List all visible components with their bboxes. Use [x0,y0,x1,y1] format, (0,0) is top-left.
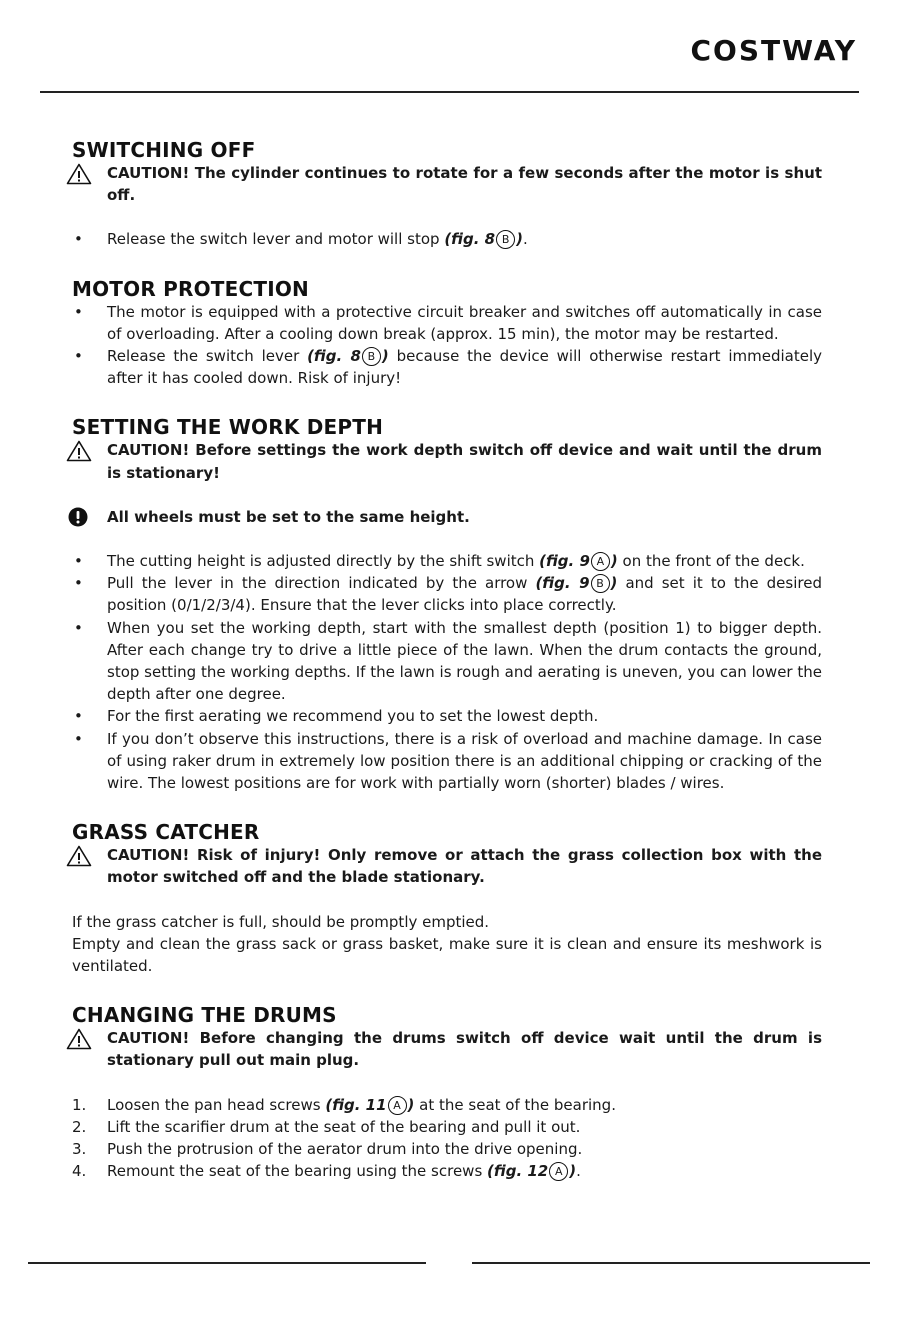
warning-triangle-icon [66,163,92,185]
bullet-icon: • [74,552,83,571]
section-title-motor-protection: MOTOR PROTECTION [72,276,309,301]
bullet-text: Release the switch lever and motor will stop [107,230,445,249]
caution-grass-catcher [72,844,822,888]
bullet-item [72,301,822,345]
bullet-icon: • [74,302,83,321]
note-work-depth [72,506,822,528]
footer-divider-left [28,1262,426,1264]
circled-letter-icon: B [496,230,515,249]
exclamation-icon [68,507,88,527]
step-number: 1. [72,1095,87,1114]
warning-triangle-icon [66,845,92,867]
footer-divider-right [472,1262,870,1264]
circled-letter-icon: A [388,1096,407,1115]
figure-reference: (fig. 9 B ) [535,574,618,593]
numbered-step [72,1138,822,1160]
bullet-text: Pull the lever in the direction indicated by the arrow [107,574,536,593]
warning-triangle-icon [66,1028,92,1050]
paragraph: Empty and clean the grass sack or grass basket, make sure it is clean and ensure its meshwork is ventilated. [72,934,822,976]
caution-work-depth [72,439,822,483]
paragraph: If the grass catcher is full, should be promptly emptied. [72,912,490,931]
bullet-icon: • [74,618,83,637]
bullet-item: • The cutting height is adjusted directly by the shift switch (fig. 9 A ) on the front of the deck. [72,550,822,572]
circled-letter-icon: B [362,347,381,366]
bullet-text: When you set the working depth, start with the smallest depth (position 1) to bigger depth. After each change try to drive a little piece of the lawn. When the drum contacts the ground, stop setting the working depths. If the lawn is rough and aerating is uneven, you can lower the depth after one degree. [107,618,822,704]
bullet-icon: • [74,729,83,748]
bullet-item [72,705,822,727]
numbered-step [72,1116,822,1138]
bullet-icon: • [74,574,83,593]
page-content [72,138,822,1183]
figure-reference: (fig. 9 A ) [539,552,618,571]
brand-logo: COSTWAY [690,34,857,67]
section-title-switching-off: SWITCHING OFF [72,138,256,162]
bullet-item [72,617,822,706]
section-title-work-depth: SETTING THE WORK DEPTH [72,415,384,440]
figure-reference: (fig. 11 A ) [325,1095,415,1114]
step-text: Push the protrusion of the aerator drum into the drive opening. [107,1140,583,1159]
bullet-item: • Release the switch lever and motor will stop (fig. 8 B ). [72,228,822,250]
numbered-step: 1. Loosen the pan head screws (fig. 11 A ) at the seat of the bearing. [72,1094,822,1116]
bullet-icon: • [74,707,83,726]
circled-letter-icon: A [549,1162,568,1181]
figure-reference: (fig. 8 B ) [444,230,523,249]
section-title-changing-drums: CHANGING THE DRUMS [72,1003,337,1028]
circled-letter-icon: A [591,552,610,571]
caution-text: CAUTION! Before settings the work depth switch off device and wait until the drum is stationary! [107,441,822,482]
bullet-item [72,728,822,795]
bullet-text: For the first aerating we recommend you to set the lowest depth. [107,707,599,726]
step-text: Remount the seat of the bearing using the screws [107,1162,488,1181]
section-title-grass-catcher: GRASS CATCHER [72,820,260,845]
step-text: Lift the scarifier drum at the seat of the bearing and pull it out. [107,1117,581,1136]
caution-switching-off [72,162,822,206]
header-divider [40,91,859,93]
caution-text: CAUTION! Before changing the drums switch off device wait until the drum is stationary pull out main plug. [107,1029,822,1070]
bullet-item: • Release the switch lever (fig. 8 B ) because the device will otherwise restart immediately after it has cooled down. Risk of injury! [74,347,822,388]
bullet-icon: • [74,347,83,366]
step-text: Loosen the pan head screws [107,1095,326,1114]
bullet-icon: • [74,230,83,249]
bullet-text: The motor is equipped with a protective circuit breaker and switches off automatically in case of overloading. After a cooling down break (approx. 15 min), the motor may be restarted. [107,302,822,343]
caution-text: CAUTION! Risk of injury! Only remove or attach the grass collection box with the motor switched off and the blade stationary. [107,846,822,887]
figure-reference: (fig. 12 A ) [487,1162,577,1181]
circled-letter-icon: B [591,574,610,593]
step-number: 2. [72,1117,87,1136]
figure-reference: (fig. 8 B ) [307,347,389,366]
bullet-text: If you don’t observe this instructions, there is a risk of overload and machine damage. In case of using raker drum in extremely low position there is an additional chipping or cracking of the wire. The lowest positions are for work with partially worn (shorter) blades / wires. [107,729,822,793]
caution-text: CAUTION! The cylinder continues to rotate for a few seconds after the motor is shut off. [107,164,822,205]
bullet-text: Release the switch lever [107,347,308,366]
caution-changing-drums [72,1027,822,1071]
bullet-item: • Pull the lever in the direction indicated by the arrow (fig. 9 B ) and set it to the desired position (0/1/2/3/4). Ensure that the lever clicks into place correctly. [74,574,822,615]
step-number: 4. [72,1162,87,1181]
warning-triangle-icon [66,440,92,462]
bullet-text: The cutting height is adjusted directly by the shift switch [107,552,540,571]
numbered-step: 4. Remount the seat of the bearing using the screws (fig. 12 A ). [72,1160,822,1182]
note-text: All wheels must be set to the same height. [107,507,470,526]
step-number: 3. [72,1140,87,1159]
